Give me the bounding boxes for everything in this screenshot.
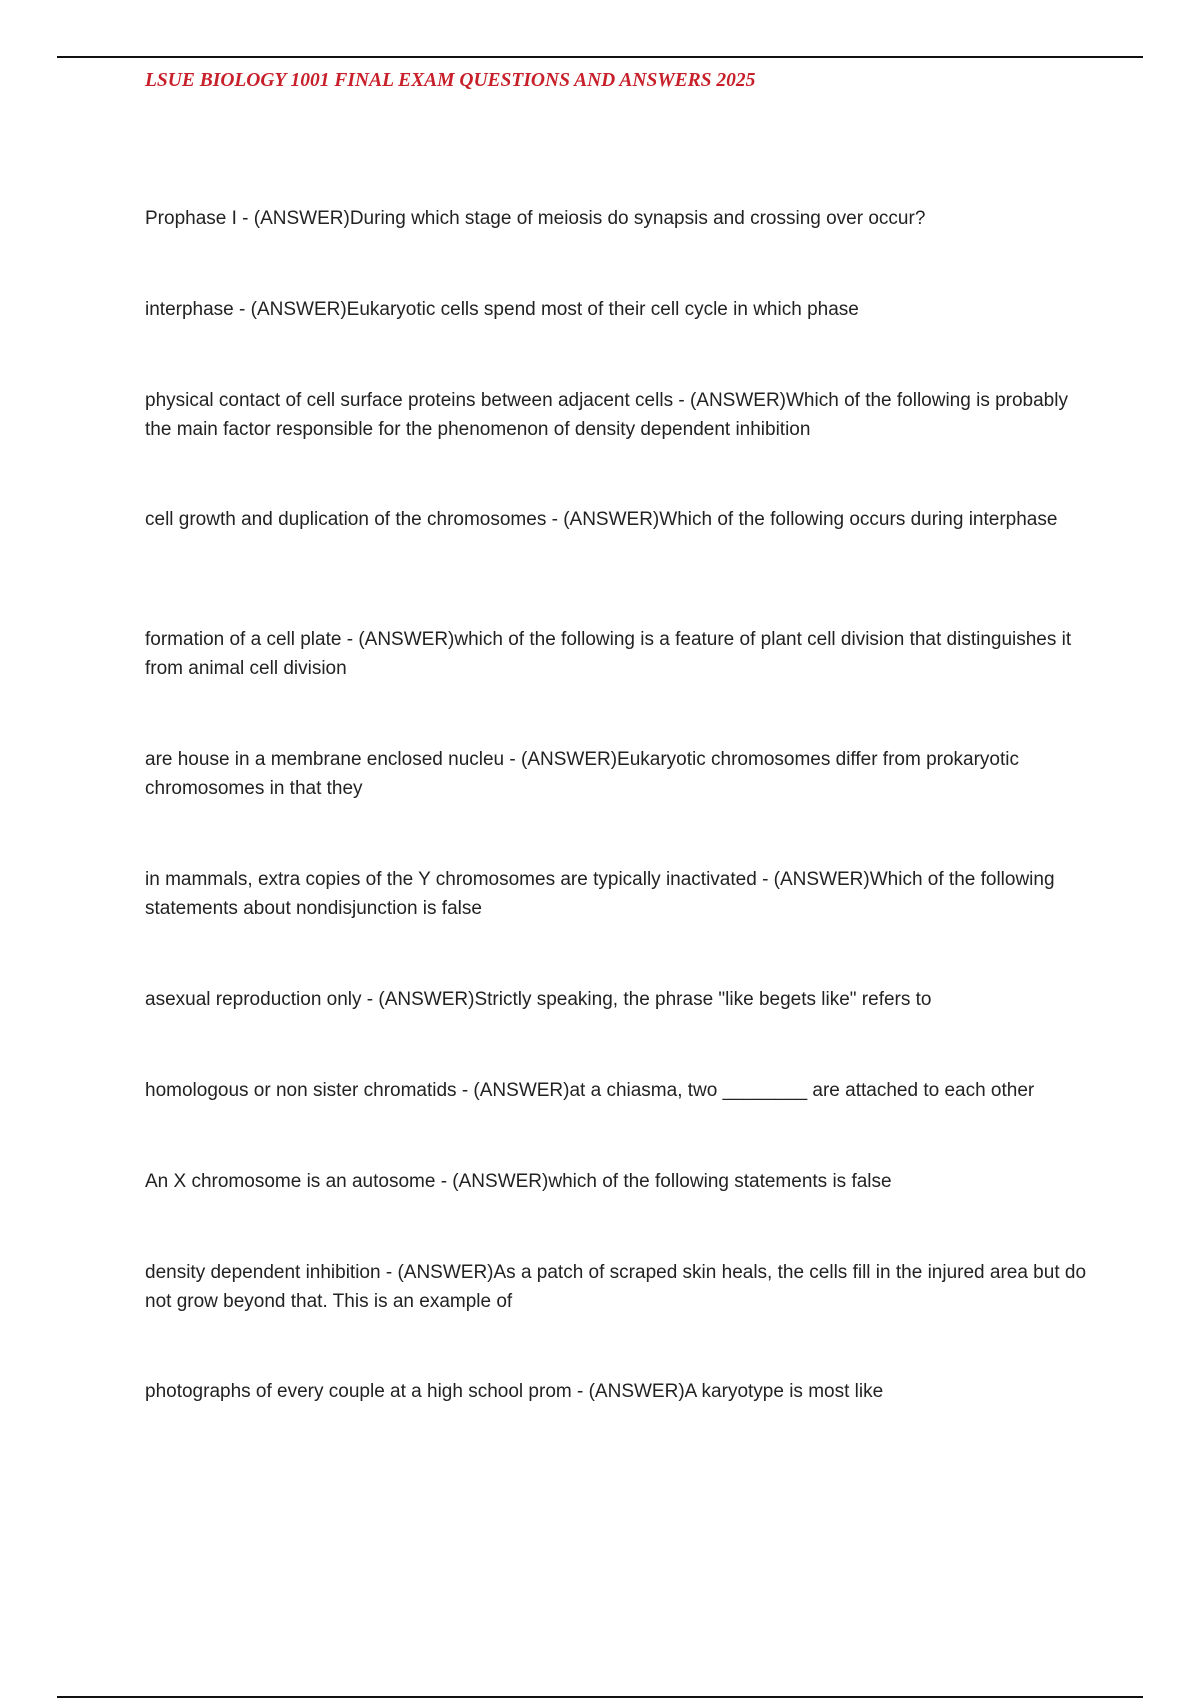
qa-item: homologous or non sister chromatids - (ANSWER)at a chiasma, two ________ are attached to each other bbox=[145, 1080, 1035, 1101]
qa-item: are house in a membrane enclosed nucleu - (ANSWER)Eukaryotic chromosomes differ from prokaryotic chromosomes in that they bbox=[145, 749, 1019, 799]
footer-divider bbox=[57, 1696, 1143, 1698]
header-divider bbox=[57, 56, 1143, 58]
document-title: LSUE BIOLOGY 1001 FINAL EXAM QUESTIONS AND ANSWERS 2025 bbox=[145, 70, 756, 91]
qa-item: photographs of every couple at a high school prom - (ANSWER)A karyotype is most like bbox=[145, 1381, 884, 1402]
qa-item: Prophase I - (ANSWER)During which stage of meiosis do synapsis and crossing over occur? bbox=[145, 208, 926, 229]
qa-item: physical contact of cell surface proteins between adjacent cells - (ANSWER)Which of the following is probably the main factor responsible for the phenomenon of density dependent inhibition bbox=[145, 390, 1068, 440]
qa-item: cell growth and duplication of the chromosomes - (ANSWER)Which of the following occurs during interphase bbox=[145, 509, 1058, 530]
qa-item: interphase - (ANSWER)Eukaryotic cells spend most of their cell cycle in which phase bbox=[145, 299, 859, 320]
qa-item: formation of a cell plate - (ANSWER)which of the following is a feature of plant cell division that distinguishes it from animal cell division bbox=[145, 629, 1072, 679]
qa-item: asexual reproduction only - (ANSWER)Strictly speaking, the phrase "like begets like" refers to bbox=[145, 989, 932, 1010]
qa-item: An X chromosome is an autosome - (ANSWER)which of the following statements is false bbox=[145, 1171, 892, 1192]
qa-item: in mammals, extra copies of the Y chromosomes are typically inactivated - (ANSWER)Which of the following statements about nondisjunction is false bbox=[145, 869, 1055, 919]
qa-item: density dependent inhibition - (ANSWER)As a patch of scraped skin heals, the cells fill in the injured area but do not grow beyond that. This is an example of bbox=[145, 1262, 1087, 1312]
